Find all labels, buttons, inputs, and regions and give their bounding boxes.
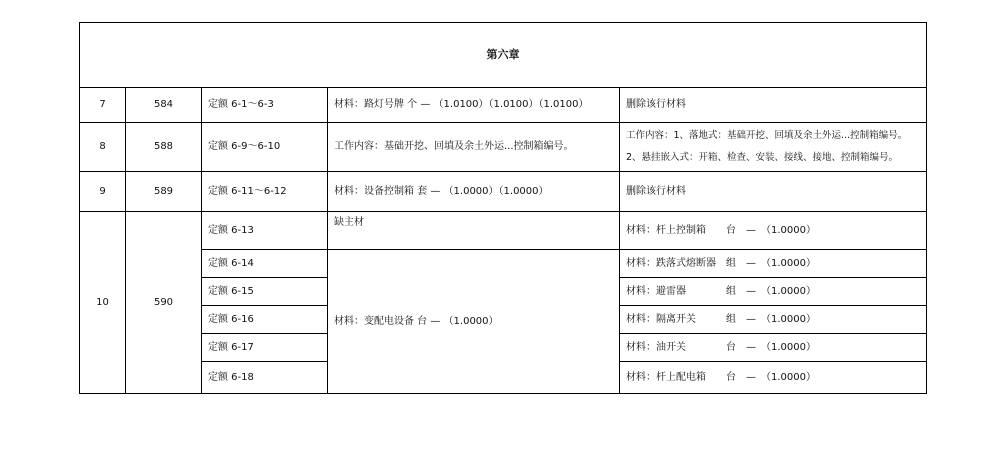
correction-cell: 材料：跌落式熔断器 组 — （1.0000）	[620, 250, 927, 278]
table-row	[80, 212, 927, 250]
quota-cell: 定额 6-17	[202, 334, 328, 362]
quota-cell: 定额 6-13	[202, 212, 328, 250]
original-cell: 材料：设备控制箱 套 — （1.0000）（1.0000）	[328, 172, 620, 212]
missing-material-note: 缺主材	[328, 212, 620, 250]
original-cell: 工作内容：基础开挖、回填及余土外运...控制箱编号。	[328, 123, 620, 172]
seq-cell: 9	[80, 172, 126, 212]
table-row	[80, 250, 927, 278]
correction-cell: 材料：隔离开关 组 — （1.0000）	[620, 306, 927, 334]
quota-cell: 定额 6-18	[202, 362, 328, 394]
page-cell: 590	[126, 212, 202, 394]
quota-cell: 定额 6-9～6-10	[202, 123, 328, 172]
seq-cell: 7	[80, 88, 126, 123]
quota-cell: 定额 6-15	[202, 278, 328, 306]
chapter-title: 第六章	[80, 23, 927, 88]
correction-cell: 删除该行材料	[620, 172, 927, 212]
correction-cell: 材料：杆上配电箱 台 — （1.0000）	[620, 362, 927, 394]
quota-cell: 定额 6-14	[202, 250, 328, 278]
correction-cell: 删除该行材料	[620, 88, 927, 123]
correction-cell: 材料：杆上控制箱 台 — （1.0000）	[620, 212, 927, 250]
errata-table	[79, 22, 927, 394]
correction-cell: 材料：避雷器 组 — （1.0000）	[620, 278, 927, 306]
correction-cell: 工作内容：1、落地式：基础开挖、回填及余土外运...控制箱编号。2、悬挂嵌入式：开箱、检查、安装、接线、接地、控制箱编号。	[620, 123, 927, 172]
seq-cell: 8	[80, 123, 126, 172]
original-cell: 材料：变配电设备 台 — （1.0000）	[328, 250, 620, 394]
table-row	[80, 172, 927, 212]
chapter-header-row	[80, 23, 927, 88]
table-row	[80, 88, 927, 123]
original-cell: 材料：路灯号牌 个 — （1.0100）（1.0100）（1.0100）	[328, 88, 620, 123]
page-cell: 584	[126, 88, 202, 123]
table-row	[80, 123, 927, 172]
quota-cell: 定额 6-16	[202, 306, 328, 334]
quota-cell: 定额 6-11～6-12	[202, 172, 328, 212]
page-cell: 588	[126, 123, 202, 172]
quota-cell: 定额 6-1～6-3	[202, 88, 328, 123]
page-cell: 589	[126, 172, 202, 212]
seq-cell: 10	[80, 212, 126, 394]
correction-cell: 材料：油开关 台 — （1.0000）	[620, 334, 927, 362]
